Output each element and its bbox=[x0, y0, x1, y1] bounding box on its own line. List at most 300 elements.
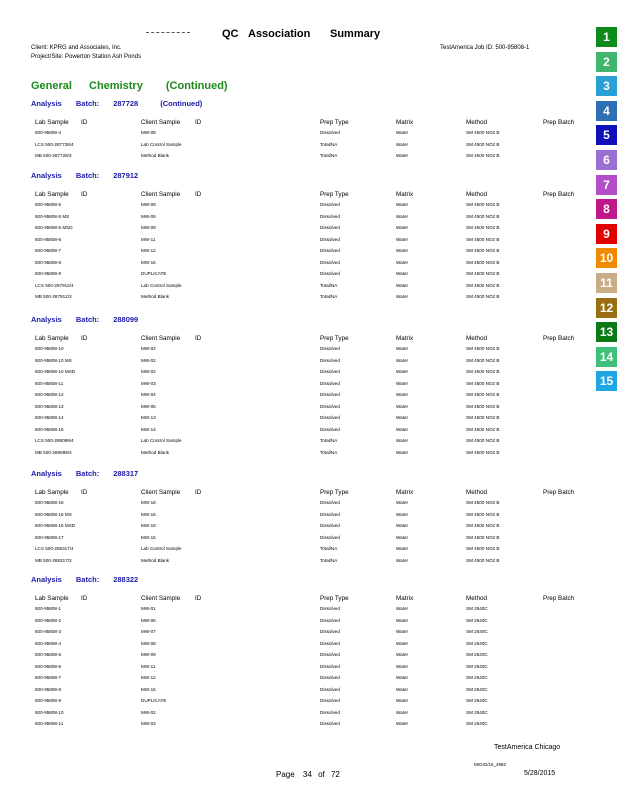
cell-lab: 500-95808-5 bbox=[35, 652, 62, 657]
col-prep-batch: Prep Batch bbox=[543, 119, 575, 126]
job-id: TestAmerica Job ID: 500-95808-1 bbox=[440, 45, 530, 51]
cell-matrix: Water bbox=[396, 523, 409, 528]
cell-method: SM 4500 NO2 B bbox=[466, 282, 500, 288]
page-number bbox=[276, 770, 340, 779]
cell-lab: 500-95808-10 MSD bbox=[35, 369, 76, 374]
cell-prep: Dissolved bbox=[320, 225, 340, 230]
cell-client: MW-03 bbox=[141, 380, 156, 386]
cell-method: SM 4500 NO2 B bbox=[466, 153, 500, 158]
table-row bbox=[0, 543, 590, 555]
batch-number: 287912 bbox=[113, 171, 139, 180]
cell-matrix: Water bbox=[396, 675, 409, 680]
batch-title bbox=[31, 469, 138, 478]
cell-method: SM 2540C bbox=[466, 721, 488, 726]
batch-analysis-label: Analysis bbox=[31, 99, 62, 108]
cell-lab: LCS 500-287728/4 bbox=[35, 141, 74, 147]
batch-analysis-label: Analysis bbox=[31, 315, 62, 324]
col-prep-type: Prep Type bbox=[320, 119, 349, 126]
table-row bbox=[0, 532, 590, 544]
cell-lab: 500-95808-16 bbox=[35, 500, 64, 505]
col-client-sample: Client Sample bbox=[141, 595, 181, 602]
cell-lab: 500-95808-6 bbox=[35, 663, 62, 669]
col-client-sample: Client Sample bbox=[141, 489, 181, 496]
col-client-id: ID bbox=[195, 119, 202, 126]
document-code: MIGIG/16_4982 bbox=[474, 762, 507, 767]
cell-prep: Dissolved bbox=[320, 511, 340, 517]
batch-label: Batch: bbox=[75, 171, 100, 180]
col-prep-type: Prep Type bbox=[320, 489, 349, 496]
cell-lab: 500-95808-9 bbox=[35, 271, 62, 276]
table-row bbox=[0, 718, 590, 730]
cell-lab: 500-95808-2 bbox=[35, 617, 62, 623]
col-lab-sample: Lab Sample bbox=[35, 119, 69, 126]
table-row bbox=[0, 355, 590, 367]
cell-prep: Dissolved bbox=[320, 259, 340, 265]
table-row bbox=[0, 268, 590, 280]
section-word-continued: (Continued) bbox=[165, 80, 228, 92]
cell-matrix: Water bbox=[396, 426, 409, 432]
cell-prep: Total/NA bbox=[320, 141, 338, 147]
cell-method: SM 4500 NO2 B bbox=[466, 357, 500, 363]
cell-client: MW-14 bbox=[141, 426, 156, 432]
section-tab-14[interactable]: 14 bbox=[596, 347, 617, 367]
table-row bbox=[0, 555, 590, 567]
table-row bbox=[0, 435, 590, 447]
cell-method: SM 2540C bbox=[466, 606, 488, 611]
cell-client: MW-02 bbox=[141, 346, 156, 351]
cell-client: MW-02 bbox=[141, 709, 156, 715]
cell-matrix: Water bbox=[396, 259, 409, 265]
cell-method: SM 4500 NO2 B bbox=[466, 248, 500, 253]
cell-lab: 500-95808-16 MSD bbox=[35, 523, 76, 528]
cell-method: SM 4500 NO2 B bbox=[466, 415, 500, 420]
cell-client: Method Blank bbox=[141, 153, 170, 158]
section-tab-5[interactable]: 5 bbox=[596, 125, 617, 145]
cell-matrix: Water bbox=[396, 392, 409, 397]
cell-prep: Dissolved bbox=[320, 392, 340, 397]
cell-lab: MB 500-288317/3 bbox=[35, 557, 72, 563]
cell-client: MW-01 bbox=[141, 606, 156, 611]
cell-matrix: Water bbox=[396, 511, 409, 517]
cell-prep: Dissolved bbox=[320, 213, 340, 219]
cell-matrix: Water bbox=[396, 438, 409, 443]
cell-lab: 500-95808-10 bbox=[35, 709, 64, 715]
cell-lab: MB 500-287728/3 bbox=[35, 153, 72, 158]
cell-client: MW-02 bbox=[141, 357, 156, 363]
cell-prep: Dissolved bbox=[320, 236, 340, 242]
client-name: Client: KPRG and Associates, Inc. bbox=[31, 45, 122, 51]
cell-client: MW-09 bbox=[141, 202, 156, 207]
cell-client: MW-09 bbox=[141, 213, 156, 219]
batch-analysis-label: Analysis bbox=[31, 469, 62, 478]
cell-client: MW-18 bbox=[141, 523, 156, 528]
table-row bbox=[0, 150, 590, 162]
cell-prep: Dissolved bbox=[320, 629, 340, 634]
cell-client: Method Blank bbox=[141, 294, 170, 299]
cell-matrix: Water bbox=[396, 294, 409, 299]
cell-lab: 500-95808-7 bbox=[35, 248, 62, 253]
cell-lab: 500-95808-8 bbox=[35, 259, 62, 265]
cell-method: SM 4500 NO2 B bbox=[466, 225, 500, 230]
cell-matrix: Water bbox=[396, 500, 409, 505]
cell-prep: Total/NA bbox=[320, 153, 338, 158]
col-lab-id: ID bbox=[81, 335, 88, 342]
cell-prep: Dissolved bbox=[320, 534, 340, 540]
table-row bbox=[0, 695, 590, 707]
cell-prep: Total/NA bbox=[320, 282, 338, 288]
col-lab-id: ID bbox=[81, 119, 88, 126]
cell-lab: 500-95808-5 MSD bbox=[35, 225, 73, 230]
cell-client: MW-02 bbox=[141, 369, 156, 374]
cell-client: MW-16 bbox=[141, 259, 156, 265]
col-client-id: ID bbox=[195, 335, 202, 342]
col-prep-batch: Prep Batch bbox=[543, 489, 575, 496]
section-tab-8[interactable]: 8 bbox=[596, 199, 617, 219]
col-matrix: Matrix bbox=[396, 489, 414, 496]
cell-lab: 500-95808-4 bbox=[35, 130, 62, 135]
page-current: 34 bbox=[302, 770, 312, 779]
section-tab-6[interactable]: 6 bbox=[596, 150, 617, 170]
cell-lab: MB 500-287912/3 bbox=[35, 294, 72, 299]
cell-method: SM 2540C bbox=[466, 675, 488, 680]
cell-matrix: Water bbox=[396, 721, 409, 726]
cell-matrix: Water bbox=[396, 557, 409, 563]
cell-method: SM 4500 NO2 B bbox=[466, 236, 500, 242]
cell-prep: Dissolved bbox=[320, 426, 340, 432]
cell-client: Lab Control Sample bbox=[141, 141, 182, 147]
col-prep-type: Prep Type bbox=[320, 595, 349, 602]
col-matrix: Matrix bbox=[396, 119, 414, 126]
cell-prep: Dissolved bbox=[320, 640, 340, 646]
cell-prep: Dissolved bbox=[320, 380, 340, 386]
section-title bbox=[31, 80, 228, 92]
batch-title bbox=[31, 99, 202, 108]
section-tab-9[interactable]: 9 bbox=[596, 224, 617, 244]
cell-method: SM 2540C bbox=[466, 709, 488, 715]
cell-lab: 500-95808-16 MS bbox=[35, 511, 72, 517]
cell-method: SM 4500 NO2 B bbox=[466, 546, 500, 551]
section-word-chemistry: Chemistry bbox=[89, 80, 143, 92]
cell-prep: Total/NA bbox=[320, 294, 338, 299]
cell-method: SM 2540C bbox=[466, 698, 488, 703]
cell-lab: 500-95808-1 bbox=[35, 606, 62, 611]
table-row bbox=[0, 343, 590, 355]
cell-matrix: Water bbox=[396, 640, 409, 646]
section-tab-3[interactable]: 3 bbox=[596, 76, 617, 96]
table-row bbox=[0, 661, 590, 673]
batch-analysis-label: Analysis bbox=[31, 575, 62, 584]
batch-label: Batch: bbox=[75, 469, 100, 478]
cell-client: MW-18 bbox=[141, 511, 156, 517]
cell-matrix: Water bbox=[396, 449, 409, 455]
cell-prep: Dissolved bbox=[320, 686, 340, 692]
cell-method: SM 4500 NO2 B bbox=[466, 523, 500, 528]
table-row bbox=[0, 234, 590, 246]
cell-lab: 500-95808-12 bbox=[35, 392, 64, 397]
cell-client: MW-12 bbox=[141, 248, 156, 253]
cell-matrix: Water bbox=[396, 534, 409, 540]
batch-title bbox=[31, 315, 138, 324]
cell-matrix: Water bbox=[396, 403, 409, 409]
cell-method: SM 4500 NO2 B bbox=[466, 500, 500, 505]
cell-matrix: Water bbox=[396, 282, 409, 288]
cell-lab: 500-95808-5 bbox=[35, 202, 62, 207]
table-row bbox=[0, 520, 590, 532]
cell-method: SM 4500 NO2 B bbox=[466, 511, 500, 517]
cell-client: MW-13 bbox=[141, 415, 156, 420]
cell-matrix: Water bbox=[396, 225, 409, 230]
cell-client: MW-07 bbox=[141, 629, 156, 634]
section-tab-10[interactable]: 10 bbox=[596, 248, 617, 268]
cell-prep: Dissolved bbox=[320, 248, 340, 253]
table-row bbox=[0, 280, 590, 292]
cell-client: DUPLICATE bbox=[141, 698, 167, 703]
cell-prep: Dissolved bbox=[320, 369, 340, 374]
cell-matrix: Water bbox=[396, 202, 409, 207]
cell-matrix: Water bbox=[396, 141, 409, 147]
table-row bbox=[0, 257, 590, 269]
cell-lab: LCS 500-288099/4 bbox=[35, 438, 74, 443]
cell-client: MW-11 bbox=[141, 236, 156, 242]
batch-label: Batch: bbox=[75, 99, 100, 108]
col-lab-sample: Lab Sample bbox=[35, 191, 69, 198]
table-row bbox=[0, 615, 590, 627]
cell-matrix: Water bbox=[396, 686, 409, 692]
section-tab-2[interactable]: 2 bbox=[596, 52, 617, 72]
section-tab-13[interactable]: 13 bbox=[596, 322, 617, 342]
cell-lab: 500-95808-14 bbox=[35, 415, 64, 420]
cell-method: SM 4500 NO2 B bbox=[466, 449, 500, 455]
page-word: Page bbox=[276, 770, 295, 779]
table-row bbox=[0, 211, 590, 223]
col-lab-id: ID bbox=[81, 489, 88, 496]
cell-method: SM 4500 NO2 B bbox=[466, 213, 500, 219]
cell-client: MW-08 bbox=[141, 130, 156, 135]
cell-matrix: Water bbox=[396, 709, 409, 715]
page-of: of bbox=[318, 770, 325, 779]
col-prep-type: Prep Type bbox=[320, 335, 349, 342]
cell-prep: Dissolved bbox=[320, 663, 340, 669]
batch-label: Batch: bbox=[75, 315, 100, 324]
table-row bbox=[0, 366, 590, 378]
section-tabs bbox=[596, 27, 617, 396]
cell-method: SM 4500 NO2 B bbox=[466, 259, 500, 265]
cell-lab: 500-95808-17 bbox=[35, 534, 64, 540]
section-tab-15[interactable]: 15 bbox=[596, 371, 617, 391]
section-tab-4[interactable]: 4 bbox=[596, 101, 617, 121]
cell-method: SM 2540C bbox=[466, 663, 488, 669]
cell-matrix: Water bbox=[396, 380, 409, 386]
cell-method: SM 2540C bbox=[466, 629, 488, 634]
section-tab-7[interactable]: 7 bbox=[596, 175, 617, 195]
title-word-summary: Summary bbox=[330, 28, 381, 40]
table-row bbox=[0, 672, 590, 684]
cell-prep: Dissolved bbox=[320, 202, 340, 207]
cell-prep: Dissolved bbox=[320, 415, 340, 420]
table-row bbox=[0, 707, 590, 719]
title-word-qc: QC bbox=[222, 28, 239, 40]
cell-lab: 500-95808-15 bbox=[35, 426, 64, 432]
cell-lab: LCS 500-288317/4 bbox=[35, 546, 74, 551]
cell-method: SM 4500 NO2 B bbox=[466, 369, 500, 374]
cell-method: SM 4500 NO2 B bbox=[466, 141, 500, 147]
section-tab-12[interactable]: 12 bbox=[596, 298, 617, 318]
cell-lab: 500-95808-11 bbox=[35, 721, 64, 726]
cell-method: SM 2540C bbox=[466, 652, 488, 657]
batch-label: Batch: bbox=[75, 575, 100, 584]
cell-matrix: Water bbox=[396, 652, 409, 657]
table-row bbox=[0, 291, 590, 303]
cell-lab: 500-95808-4 bbox=[35, 640, 62, 646]
table-row bbox=[0, 626, 590, 638]
cell-lab: 500-95808-9 bbox=[35, 698, 62, 703]
cell-prep: Total/NA bbox=[320, 449, 338, 455]
cell-method: SM 2540C bbox=[466, 640, 488, 646]
col-method: Method bbox=[466, 595, 488, 602]
col-matrix: Matrix bbox=[396, 191, 414, 198]
section-word-general: General bbox=[31, 80, 72, 92]
cell-client: DUPLICATE bbox=[141, 271, 167, 276]
cell-prep: Dissolved bbox=[320, 698, 340, 703]
cell-client: Method Blank bbox=[141, 557, 170, 563]
batch-number: 288099 bbox=[113, 315, 139, 324]
cell-matrix: Water bbox=[396, 130, 409, 135]
report-date: 5/28/2015 bbox=[524, 770, 556, 777]
col-prep-batch: Prep Batch bbox=[543, 595, 575, 602]
col-method: Method bbox=[466, 119, 488, 126]
col-lab-id: ID bbox=[81, 595, 88, 602]
cell-prep: Dissolved bbox=[320, 606, 340, 611]
section-tab-11[interactable]: 11 bbox=[596, 273, 617, 293]
cell-lab: 500-95808-6 bbox=[35, 236, 62, 242]
cell-lab: 500-95808-11 bbox=[35, 380, 64, 386]
batch-number: 287728 bbox=[113, 99, 139, 108]
cell-client: MW-15 bbox=[141, 534, 156, 540]
cell-prep: Total/NA bbox=[320, 557, 338, 563]
col-lab-sample: Lab Sample bbox=[35, 489, 69, 496]
col-prep-batch: Prep Batch bbox=[543, 335, 575, 342]
cell-prep: Total/NA bbox=[320, 546, 338, 551]
col-lab-sample: Lab Sample bbox=[35, 595, 69, 602]
table-row bbox=[0, 638, 590, 650]
page-total: 72 bbox=[330, 770, 340, 779]
cell-prep: Dissolved bbox=[320, 652, 340, 657]
cell-lab: 500-95808-8 bbox=[35, 686, 62, 692]
cell-client: MW-12 bbox=[141, 675, 156, 680]
cell-matrix: Water bbox=[396, 153, 409, 158]
col-lab-id: ID bbox=[81, 191, 88, 198]
cell-client: MW-09 bbox=[141, 652, 156, 657]
cell-client: MW-11 bbox=[141, 663, 156, 669]
col-client-id: ID bbox=[195, 191, 202, 198]
cell-lab: 500-95808-13 bbox=[35, 403, 64, 409]
cell-lab: 500-95808-10 bbox=[35, 346, 64, 351]
table-row bbox=[0, 649, 590, 661]
cell-method: SM 4500 NO2 B bbox=[466, 392, 500, 397]
col-method: Method bbox=[466, 489, 488, 496]
cell-prep: Dissolved bbox=[320, 721, 340, 726]
batch-number: 288317 bbox=[113, 469, 139, 478]
header-rule bbox=[146, 32, 190, 33]
col-prep-type: Prep Type bbox=[320, 191, 349, 198]
cell-client: MW-04 bbox=[141, 392, 156, 397]
cell-lab: MB 500-288099/3 bbox=[35, 449, 72, 455]
cell-lab: LCS 500-287912/4 bbox=[35, 282, 74, 288]
cell-lab: 500-95808-10 MS bbox=[35, 357, 72, 363]
cell-prep: Total/NA bbox=[320, 438, 338, 443]
cell-matrix: Water bbox=[396, 357, 409, 363]
cell-client: Lab Control Sample bbox=[141, 546, 182, 551]
cell-matrix: Water bbox=[396, 606, 409, 611]
cell-method: SM 4500 NO2 B bbox=[466, 202, 500, 207]
cell-client: MW-18 bbox=[141, 500, 156, 505]
cell-lab: 500-95808-5 MS bbox=[35, 213, 70, 219]
cell-prep: Dissolved bbox=[320, 709, 340, 715]
cell-matrix: Water bbox=[396, 369, 409, 374]
cell-method: SM 4500 NO2 B bbox=[466, 380, 500, 386]
col-client-sample: Client Sample bbox=[141, 191, 181, 198]
title-word-association: Association bbox=[248, 28, 311, 40]
cell-prep: Dissolved bbox=[320, 346, 340, 351]
cell-prep: Dissolved bbox=[320, 675, 340, 680]
cell-client: Lab Control Sample bbox=[141, 282, 182, 288]
table-row bbox=[0, 424, 590, 436]
cell-matrix: Water bbox=[396, 663, 409, 669]
cell-lab: 500-95808-3 bbox=[35, 629, 62, 634]
cell-matrix: Water bbox=[396, 629, 409, 634]
batch-analysis-label: Analysis bbox=[31, 171, 62, 180]
cell-method: SM 4500 NO2 B bbox=[466, 271, 500, 276]
table-row bbox=[0, 199, 590, 211]
cell-client: MW-08 bbox=[141, 640, 156, 646]
table-row bbox=[0, 401, 590, 413]
cell-prep: Dissolved bbox=[320, 357, 340, 363]
cell-prep: Dissolved bbox=[320, 523, 340, 528]
cell-method: SM 4500 NO2 B bbox=[466, 294, 500, 299]
cell-method: SM 4500 NO2 B bbox=[466, 130, 500, 135]
cell-prep: Dissolved bbox=[320, 271, 340, 276]
batch-title bbox=[31, 575, 138, 584]
col-client-sample: Client Sample bbox=[141, 119, 181, 126]
cell-matrix: Water bbox=[396, 415, 409, 420]
cell-matrix: Water bbox=[396, 213, 409, 219]
table-row bbox=[0, 412, 590, 424]
cell-prep: Dissolved bbox=[320, 617, 340, 623]
cell-prep: Dissolved bbox=[320, 500, 340, 505]
cell-client: Method Blank bbox=[141, 449, 170, 455]
cell-matrix: Water bbox=[396, 617, 409, 623]
cell-prep: Dissolved bbox=[320, 403, 340, 409]
cell-client: Lab Control Sample bbox=[141, 438, 182, 443]
batch-continued: (Continued) bbox=[160, 99, 203, 108]
table-row bbox=[0, 389, 590, 401]
table-row bbox=[0, 222, 590, 234]
cell-client: MW-09 bbox=[141, 225, 156, 230]
cell-method: SM 4500 NO2 B bbox=[466, 557, 500, 563]
section-tab-1[interactable]: 1 bbox=[596, 27, 617, 47]
table-row bbox=[0, 245, 590, 257]
cell-method: SM 4500 NO2 B bbox=[466, 346, 500, 351]
col-client-sample: Client Sample bbox=[141, 335, 181, 342]
cell-matrix: Water bbox=[396, 236, 409, 242]
batch-number: 288322 bbox=[113, 575, 139, 584]
col-method: Method bbox=[466, 335, 488, 342]
batch-title bbox=[31, 171, 138, 180]
cell-method: SM 4500 NO2 B bbox=[466, 438, 500, 443]
cell-matrix: Water bbox=[396, 248, 409, 253]
cell-client: MW-05 bbox=[141, 403, 156, 409]
cell-client: MW-06 bbox=[141, 617, 156, 623]
